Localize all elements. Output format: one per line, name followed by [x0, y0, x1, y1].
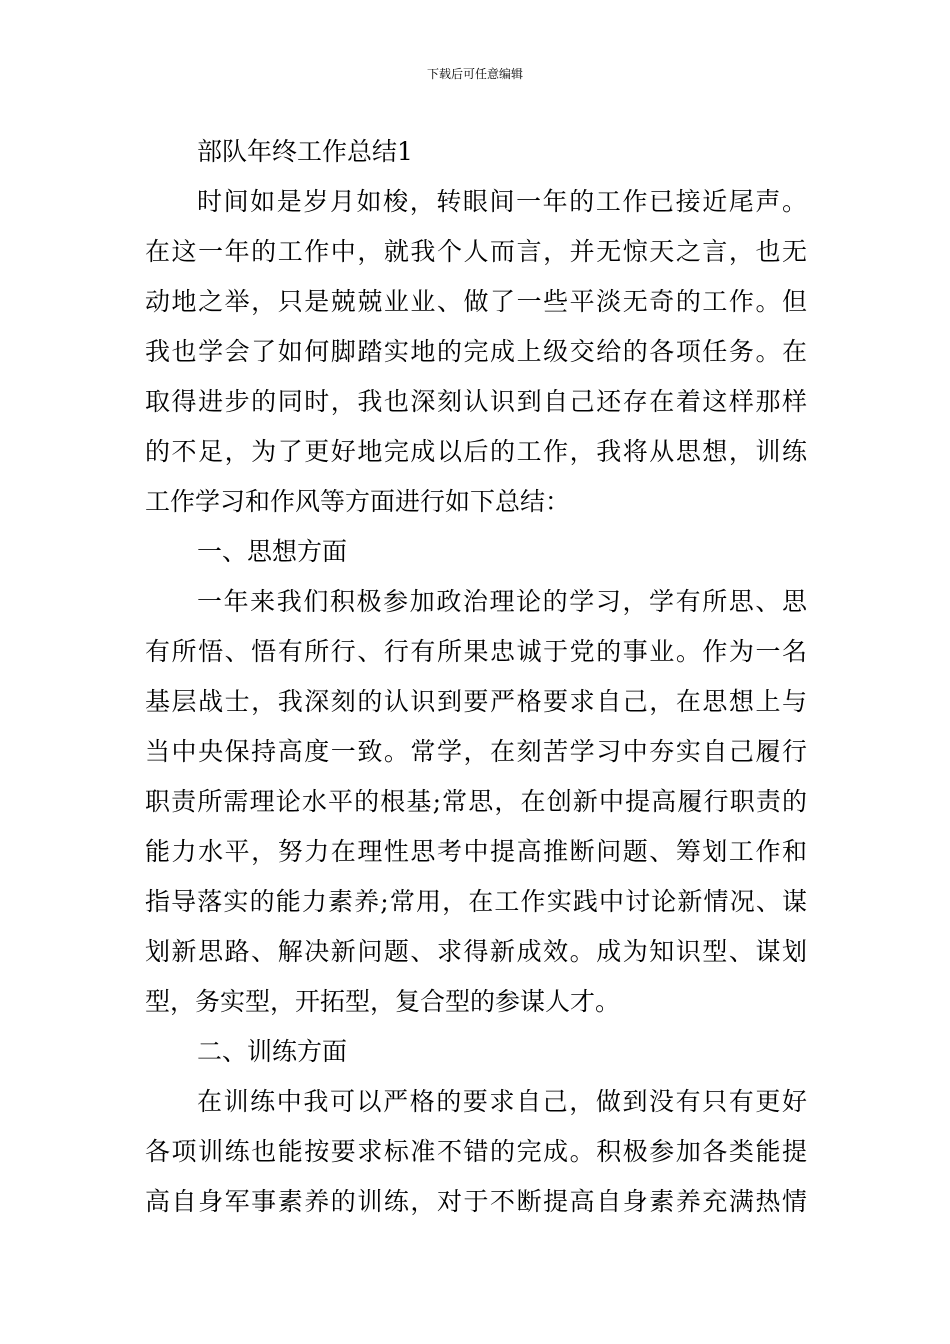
paragraph-line: 有所悟、悟有所行、行有所果忠诚于党的事业。作为一名 [145, 637, 807, 666]
paragraph-line: 在训练中我可以严格的要求自己，做到没有只有更好 [197, 1087, 807, 1116]
paragraph-line: 划新思路、解决新问题、求得新成效。成为知识型、谋划 [145, 937, 807, 966]
paragraph-line: 基层战士，我深刻的认识到要严格要求自己，在思想上与 [145, 687, 807, 716]
paragraph-line: 取得进步的同时，我也深刻认识到自己还存在着这样那样 [145, 387, 807, 416]
paragraph-line: 型，务实型，开拓型，复合型的参谋人才。 [145, 987, 621, 1016]
section-heading-training: 二、训练方面 [197, 1037, 348, 1066]
paragraph-2 [145, 577, 807, 1027]
paragraph-line: 指导落实的能力素养;常用，在工作实践中讨论新情况、谋 [145, 887, 807, 916]
paragraph-line: 高自身军事素养的训练，对于不断提高自身素养充满热情 [145, 1187, 807, 1216]
paragraph-line: 在这一年的工作中，就我个人而言，并无惊天之言，也无 [145, 237, 807, 266]
paragraph-line: 职责所需理论水平的根基;常思，在创新中提高履行职责的 [145, 787, 807, 816]
paragraph-line: 的不足，为了更好地完成以后的工作，我将从思想，训练 [145, 437, 807, 466]
paragraph-line: 我也学会了如何脚踏实地的完成上级交给的各项任务。在 [145, 337, 807, 366]
document-title: 部队年终工作总结1 [197, 137, 413, 166]
paragraph-line: 当中央保持高度一致。常学，在刻苦学习中夯实自己履行 [145, 737, 807, 766]
paragraph-line: 能力水平，努力在理性思考中提高推断问题、筹划工作和 [145, 837, 807, 866]
header-note: 下载后可任意编辑 [426, 67, 523, 81]
paragraph-line: 各项训练也能按要求标准不错的完成。积极参加各类能提 [145, 1137, 807, 1166]
paragraph-1 [145, 177, 807, 527]
paragraph-line: 一年来我们积极参加政治理论的学习，学有所思、思 [197, 587, 807, 616]
paragraph-line: 时间如是岁月如梭，转眼间一年的工作已接近尾声。 [197, 187, 807, 216]
document-body [145, 127, 807, 1227]
section-heading-thought: 一、思想方面 [197, 537, 348, 566]
paragraph-3 [145, 1077, 807, 1227]
paragraph-line: 工作学习和作风等方面进行如下总结： [145, 487, 571, 516]
paragraph-line: 动地之举，只是兢兢业业、做了一些平淡无奇的工作。但 [145, 287, 807, 316]
